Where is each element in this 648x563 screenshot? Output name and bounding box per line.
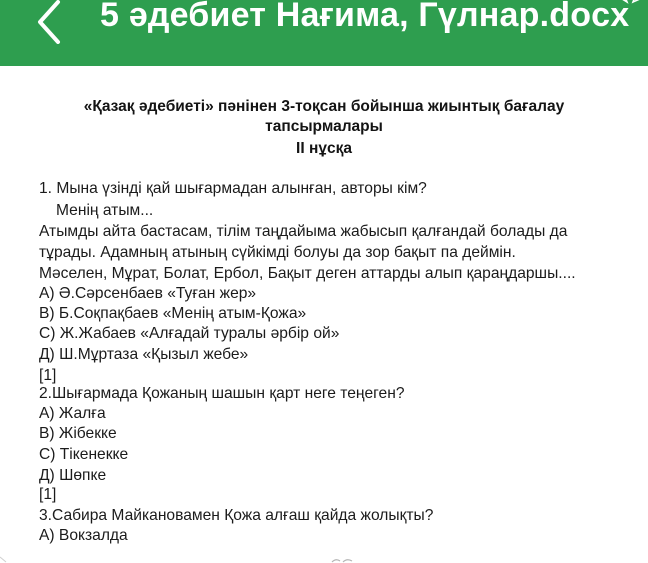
question-2: 2.Шығармада Қожаның шашын қарт неге теңеген?: [39, 385, 405, 402]
answer-option: С) Ж.Жабаев «Алғадай туралы әрбір ой»: [39, 325, 340, 342]
excerpt-line-2: тұрады. Адамның атының сүйкімді болуы да зор бақыт па деймін.: [39, 244, 516, 261]
score-mark: [1]: [39, 486, 57, 503]
answer-option: В) Б.Соқпақбаев «Менің атым-Қожа»: [39, 305, 307, 322]
answer-option: Д) Ш.Мұртаза «Қызыл жебе»: [39, 346, 249, 363]
heading-line-2: тапсырмалары: [265, 118, 383, 135]
heading-line-1: «Қазақ әдебиеті» пәнінен 3-тоқсан бойынша жиынтық бағалау: [83, 98, 565, 115]
app-bar: [0, 0, 648, 66]
back-button[interactable]: [22, 0, 72, 44]
star-icon[interactable]: [616, 0, 644, 16]
page-mark-decoration: [330, 558, 354, 563]
answer-option: В) Жібекке: [39, 425, 117, 442]
document-page: [0, 66, 648, 563]
question-3: 3.Сабира Майкановамен Қожа алғаш қайда жолықты?: [39, 507, 434, 524]
answer-option: Д) Шөпке: [39, 467, 107, 484]
document-title: 5 әдебиет Нағима, Гүлнар.docx: [100, 0, 630, 34]
excerpt-line-3: Мәселен, Мұрат, Болат, Ербол, Бақыт деген аттарды алып қараңдаршы....: [39, 265, 576, 282]
excerpt-line-1: Атымды айта бастасам, тілім таңдайыма жабысып қалғандай болады да: [39, 223, 568, 240]
page-edge-decoration: [0, 556, 8, 563]
chevron-left-icon: [22, 0, 72, 44]
score-mark: [1]: [39, 367, 57, 384]
answer-option: С) Тікенекке: [39, 446, 129, 463]
question-1: 1. Мына үзінді қай шығармадан алынған, авторы кім?: [39, 180, 427, 197]
answer-option: А) Жалға: [39, 405, 106, 422]
question-1-excerpt-title: Менің атым...: [56, 202, 154, 219]
heading-line-3: ІІ нұсқа: [296, 140, 352, 157]
answer-option: А) Вокзалда: [39, 527, 128, 544]
answer-option: А) Ә.Сәрсенбаев «Туған жер»: [39, 285, 257, 302]
